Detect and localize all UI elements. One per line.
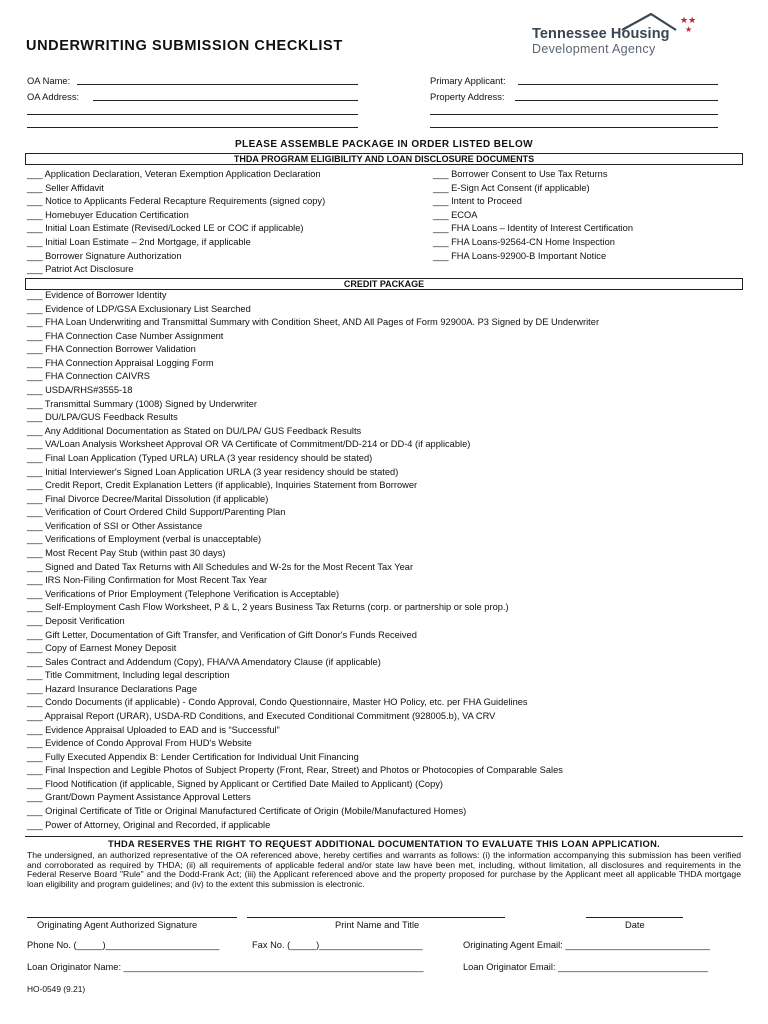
lo-name-field[interactable]: Loan Originator Name: __________________________________________________________ xyxy=(27,962,424,972)
checklist-item[interactable]: ___ FHA Connection CAIVRS xyxy=(27,371,150,382)
checklist-item[interactable]: ___ Gift Letter, Documentation of Gift Transfer, and Verification of Gift Donor's Funds Received xyxy=(27,629,417,640)
primary-applicant-label: Primary Applicant: xyxy=(430,75,506,86)
checklist-item[interactable]: ___ Evidence of Borrower Identity xyxy=(27,290,167,300)
checklist-item[interactable]: ___ FHA Loans-92564-CN Home Inspection xyxy=(433,237,615,247)
checklist-item[interactable]: ___ Verification of SSI or Other Assistance xyxy=(27,520,203,531)
phone-field[interactable]: Phone No. (_____)______________________ xyxy=(27,940,220,950)
logo-line2: Development Agency xyxy=(532,42,656,56)
section-eligibility-header: THDA PROGRAM ELIGIBILITY AND LOAN DISCLOSURE DOCUMENTS xyxy=(25,153,743,165)
checklist-item[interactable]: ___ Evidence of LDP/GSA Exclusionary List Searched xyxy=(27,303,251,314)
checklist-item[interactable]: ___ ECOA xyxy=(433,209,478,220)
oa-email-field[interactable]: Originating Agent Email: ____________________________ xyxy=(463,940,711,950)
property-address-label: Property Address: xyxy=(430,91,505,102)
oa-address-line3[interactable] xyxy=(27,127,358,128)
divider xyxy=(25,836,743,837)
checklist-item[interactable]: ___ FHA Connection Appraisal Logging Form xyxy=(27,357,214,368)
property-address-line3[interactable] xyxy=(430,127,718,128)
checklist-item[interactable]: ___ Hazard Insurance Declarations Page xyxy=(27,683,198,694)
checklist-item[interactable]: ___ Verifications of Prior Employment (Telephone Verification is Acceptable) xyxy=(27,588,340,599)
checklist-item[interactable]: ___ Homebuyer Education Certification xyxy=(27,209,189,220)
logo-line1: Tennessee Housing xyxy=(532,26,670,42)
checklist-item[interactable]: ___ Seller Affidavit xyxy=(27,182,104,193)
checklist-item[interactable]: ___ FHA Loans-92900-B Important Notice xyxy=(433,250,607,261)
checklist-item[interactable]: ___ Verifications of Employment (verbal is unacceptable) xyxy=(27,534,262,545)
oa-address-line2[interactable] xyxy=(27,114,358,115)
checklist-item[interactable]: ___ E-Sign Act Consent (if applicable) xyxy=(433,182,590,193)
checklist-item[interactable]: ___ Initial Loan Estimate (Revised/Locked LE or COC if applicable) xyxy=(27,223,304,234)
checklist-item[interactable]: ___ Borrower Signature Authorization xyxy=(27,250,182,261)
checklist-item[interactable]: ___ USDA/RHS#3555-18 xyxy=(27,385,133,396)
checklist-item[interactable]: ___ Transmittal Summary (1008) Signed by Underwriter xyxy=(27,398,257,409)
checklist-item[interactable]: ___ FHA Loans – Identity of Interest Certification xyxy=(433,223,633,234)
thda-logo xyxy=(530,12,740,62)
checklist-item[interactable]: ___ Evidence of Condo Approval From HUD's Website xyxy=(27,738,252,749)
checklist-item[interactable]: ___ Final Inspection and Legible Photos of Subject Property (Front, Rear, Street) and Photos or Photocopies of Comparable Sales xyxy=(27,765,563,776)
checklist-item[interactable]: ___ Title Commitment, Including legal description xyxy=(27,670,230,681)
property-address-field[interactable] xyxy=(515,100,718,101)
svg-text:★★: ★★ xyxy=(680,16,697,26)
checklist-item[interactable]: ___ Flood Notification (if applicable, Signed by Applicant or Certified Date Mailed to Applicant) (Copy) xyxy=(27,778,443,789)
fax-field[interactable]: Fax No. (_____)____________________ xyxy=(252,940,423,950)
section-credit-header: CREDIT PACKAGE xyxy=(25,278,743,290)
signature-field[interactable] xyxy=(27,917,237,918)
checklist-item[interactable]: ___ Final Loan Application (Typed URLA) URLA (3 year residency should be stated) xyxy=(27,452,373,463)
checklist-item[interactable]: ___ Borrower Consent to Use Tax Returns xyxy=(433,169,608,179)
checklist-item[interactable]: ___ Initial Interviewer's Signed Loan Application URLA (3 year residency should be stated) xyxy=(27,466,399,477)
svg-text:★: ★ xyxy=(685,25,693,34)
checklist-item[interactable]: ___ Fully Executed Appendix B: Lender Certification for Individual Unit Financing xyxy=(27,751,359,762)
checklist-item[interactable]: ___ Evidence Appraisal Uploaded to EAD and is “Successful” xyxy=(27,724,280,735)
oa-address-field[interactable] xyxy=(93,100,358,101)
checklist-item[interactable]: ___ Copy of Earnest Money Deposit xyxy=(27,643,177,654)
checklist-item[interactable]: ___ VA/Loan Analysis Worksheet Approval OR VA Certificate of Commitment/DD-214 or DD-4 (if applicable) xyxy=(27,439,471,450)
assemble-notice: PLEASE ASSEMBLE PACKAGE IN ORDER LISTED BELOW xyxy=(234,139,534,150)
checklist-item[interactable]: ___ IRS Non-Filing Confirmation for Most Recent Tax Year xyxy=(27,575,268,586)
date-field[interactable] xyxy=(586,917,683,918)
primary-applicant-field[interactable] xyxy=(518,84,718,85)
checklist-item[interactable]: ___ DU/LPA/GUS Feedback Results xyxy=(27,412,178,423)
checklist-item[interactable]: ___ Deposit Verification xyxy=(27,615,125,626)
print-name-label: Print Name and Title xyxy=(335,920,420,930)
date-label: Date xyxy=(625,920,645,930)
checklist-item[interactable]: ___ Final Divorce Decree/Marital Dissolution (if applicable) xyxy=(27,493,269,504)
oa-name-field[interactable] xyxy=(77,84,358,85)
checklist-item[interactable]: ___ Original Certificate of Title or Original Manufactured Certificate of Origin (Mobile/Manufactured Homes) xyxy=(27,806,467,817)
checklist-item[interactable]: ___ Intent to Proceed xyxy=(433,196,522,207)
oa-address-label: OA Address: xyxy=(27,91,80,102)
checklist-item[interactable]: ___ Sales Contract and Addendum (Copy), FHA/VA Amendatory Clause (if applicable) xyxy=(27,656,381,667)
reserve-notice: THDA RESERVES THE RIGHT TO REQUEST ADDITIONAL DOCUMENTATION TO EVALUATE THIS LOAN APPLICATION. xyxy=(108,839,660,849)
checklist-item[interactable]: ___ Most Recent Pay Stub (within past 30 days) xyxy=(27,548,226,559)
checklist-item[interactable]: ___ Initial Loan Estimate – 2nd Mortgage, if applicable xyxy=(27,237,251,247)
property-address-line2[interactable] xyxy=(430,114,718,115)
checklist-item[interactable]: ___ Power of Attorney, Original and Recorded, if applicable xyxy=(27,819,271,830)
lo-email-field[interactable]: Loan Originator Email: _____________________________ xyxy=(463,962,709,972)
signature-label: Originating Agent Authorized Signature xyxy=(37,920,198,930)
oa-name-label: OA Name: xyxy=(27,75,71,86)
form-title: UNDERWRITING SUBMISSION CHECKLIST xyxy=(26,38,343,54)
checklist-item[interactable]: ___ Notice to Applicants Federal Recapture Requirements (signed copy) xyxy=(27,196,326,207)
checklist-item[interactable]: ___ FHA Connection Case Number Assignment xyxy=(27,330,224,341)
certification-text: The undersigned, an authorized representative of the OA referenced above, hereby certifies and warrants as follows: (i) the information accompanying this submission has been verified and corroborated as required by THDA; (ii) all requirements of applicable federal and/or state law have been met, including, without limitation, all disclosures and requirements in the Federal Reserve Board "Rule" and the Dodd-Frank Act; (iii) the Applicant referenced above and the property proposed for purchase by the Applicant meet all applicable THDA mortgage loan eligibility and program guidelines; and (iv) to the extent this submission is electronic. xyxy=(27,850,741,889)
checklist-item[interactable]: ___ Patriot Act Disclosure xyxy=(27,264,134,275)
checklist-item[interactable]: ___ Any Additional Documentation as Stated on DU/LPA/ GUS Feedback Results xyxy=(27,425,362,436)
checklist-item[interactable]: ___ Appraisal Report (URAR), USDA-RD Conditions, and Executed Conditional Commitment (928005.b), VA CRV xyxy=(27,710,496,721)
form-number: HO-0549 (9.21) xyxy=(27,984,86,994)
checklist-item[interactable]: ___ Credit Report, Credit Explanation Letters (if applicable), Inquiries Statement from Borrower xyxy=(27,480,418,491)
checklist-item[interactable]: ___ Self-Employment Cash Flow Worksheet, P & L, 2 years Business Tax Returns (corp. or partnership or sole prop.) xyxy=(27,602,509,613)
checklist-item[interactable]: ___ Grant/Down Payment Assistance Approval Letters xyxy=(27,792,251,803)
checklist-item[interactable]: ___ Application Declaration, Veteran Exemption Application Declaration xyxy=(27,169,321,179)
print-name-field[interactable] xyxy=(247,917,505,918)
checklist-item[interactable]: ___ Signed and Dated Tax Returns with All Schedules and W-2s for the Most Recent Tax Year xyxy=(27,561,414,572)
checklist-item[interactable]: ___ FHA Connection Borrower Validation xyxy=(27,344,196,355)
checklist-item[interactable]: ___ Condo Documents (if applicable) - Condo Approval, Condo Questionnaire, Master HO Policy, etc. per FHA Guidelines xyxy=(27,697,528,708)
checklist-item[interactable]: ___ Verification of Court Ordered Child Support/Parenting Plan xyxy=(27,507,286,518)
checklist-item[interactable]: ___ FHA Loan Underwriting and Transmittal Summary with Condition Sheet, AND All Pages of Form 92900A. P3 Signed by DE Underwriter xyxy=(27,317,600,328)
